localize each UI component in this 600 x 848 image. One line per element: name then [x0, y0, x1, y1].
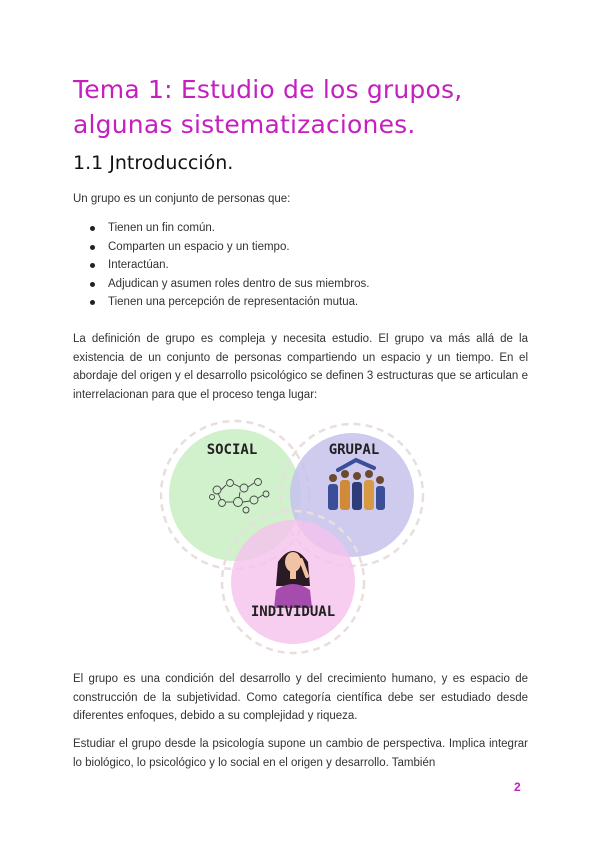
bullet-list — [73, 219, 369, 312]
section-heading: 1.1 Jntroducción. — [73, 152, 234, 174]
bullet-item: Adjudican y asumen roles dentro de sus miembros. — [73, 275, 369, 294]
bullet-dot-icon — [90, 245, 95, 250]
bullet-item: Interactúan. — [73, 256, 369, 275]
paragraph-definition: La definición de grupo es compleja y necesita estudio. El grupo va más allá de la existencia de un conjunto de personas compartiendo un espacio y un tiempo. En el abordaje del origen y el desarrollo psicológico se definen 3 estructuras que se articulan e interrelacionan para que el proceso tenga lugar: — [73, 333, 528, 401]
label-grupal: GRUPAL — [328, 442, 380, 458]
venn-diagram — [160, 410, 440, 665]
intro-sentence: Un grupo es un conjunto de personas que: — [73, 193, 291, 205]
label-social: SOCIAL — [206, 442, 258, 458]
page-title: Tema 1: Estudio de los grupos, algunas sistematizaciones. — [73, 75, 463, 139]
bullet-item: Tienen un fin común. — [73, 219, 369, 238]
bullet-dot-icon — [90, 300, 95, 305]
label-individual: INDIVIDUAL — [250, 604, 336, 620]
paragraph-condition: El grupo es una condición del desarrollo y del crecimiento humano, y es espacio de construcción de la subjetividad. Como categoría científica debe ser estudiado desde diferentes enfoques, debido a su complejidad y riqueza. — [73, 673, 528, 722]
bullet-dot-icon — [90, 263, 95, 268]
bullet-item: Comparten un espacio y un tiempo. — [73, 238, 369, 257]
paragraph-perspective: Estudiar el grupo desde la psicología supone un cambio de perspectiva. Implica integrar lo biológico, lo psicológico y lo social en el origen y desarrollo. También — [73, 738, 528, 769]
bullet-dot-icon — [90, 226, 95, 231]
bullet-item: Tienen una percepción de representación mutua. — [73, 293, 369, 312]
bullet-dot-icon — [90, 282, 95, 287]
page-number: 2 — [514, 780, 521, 794]
